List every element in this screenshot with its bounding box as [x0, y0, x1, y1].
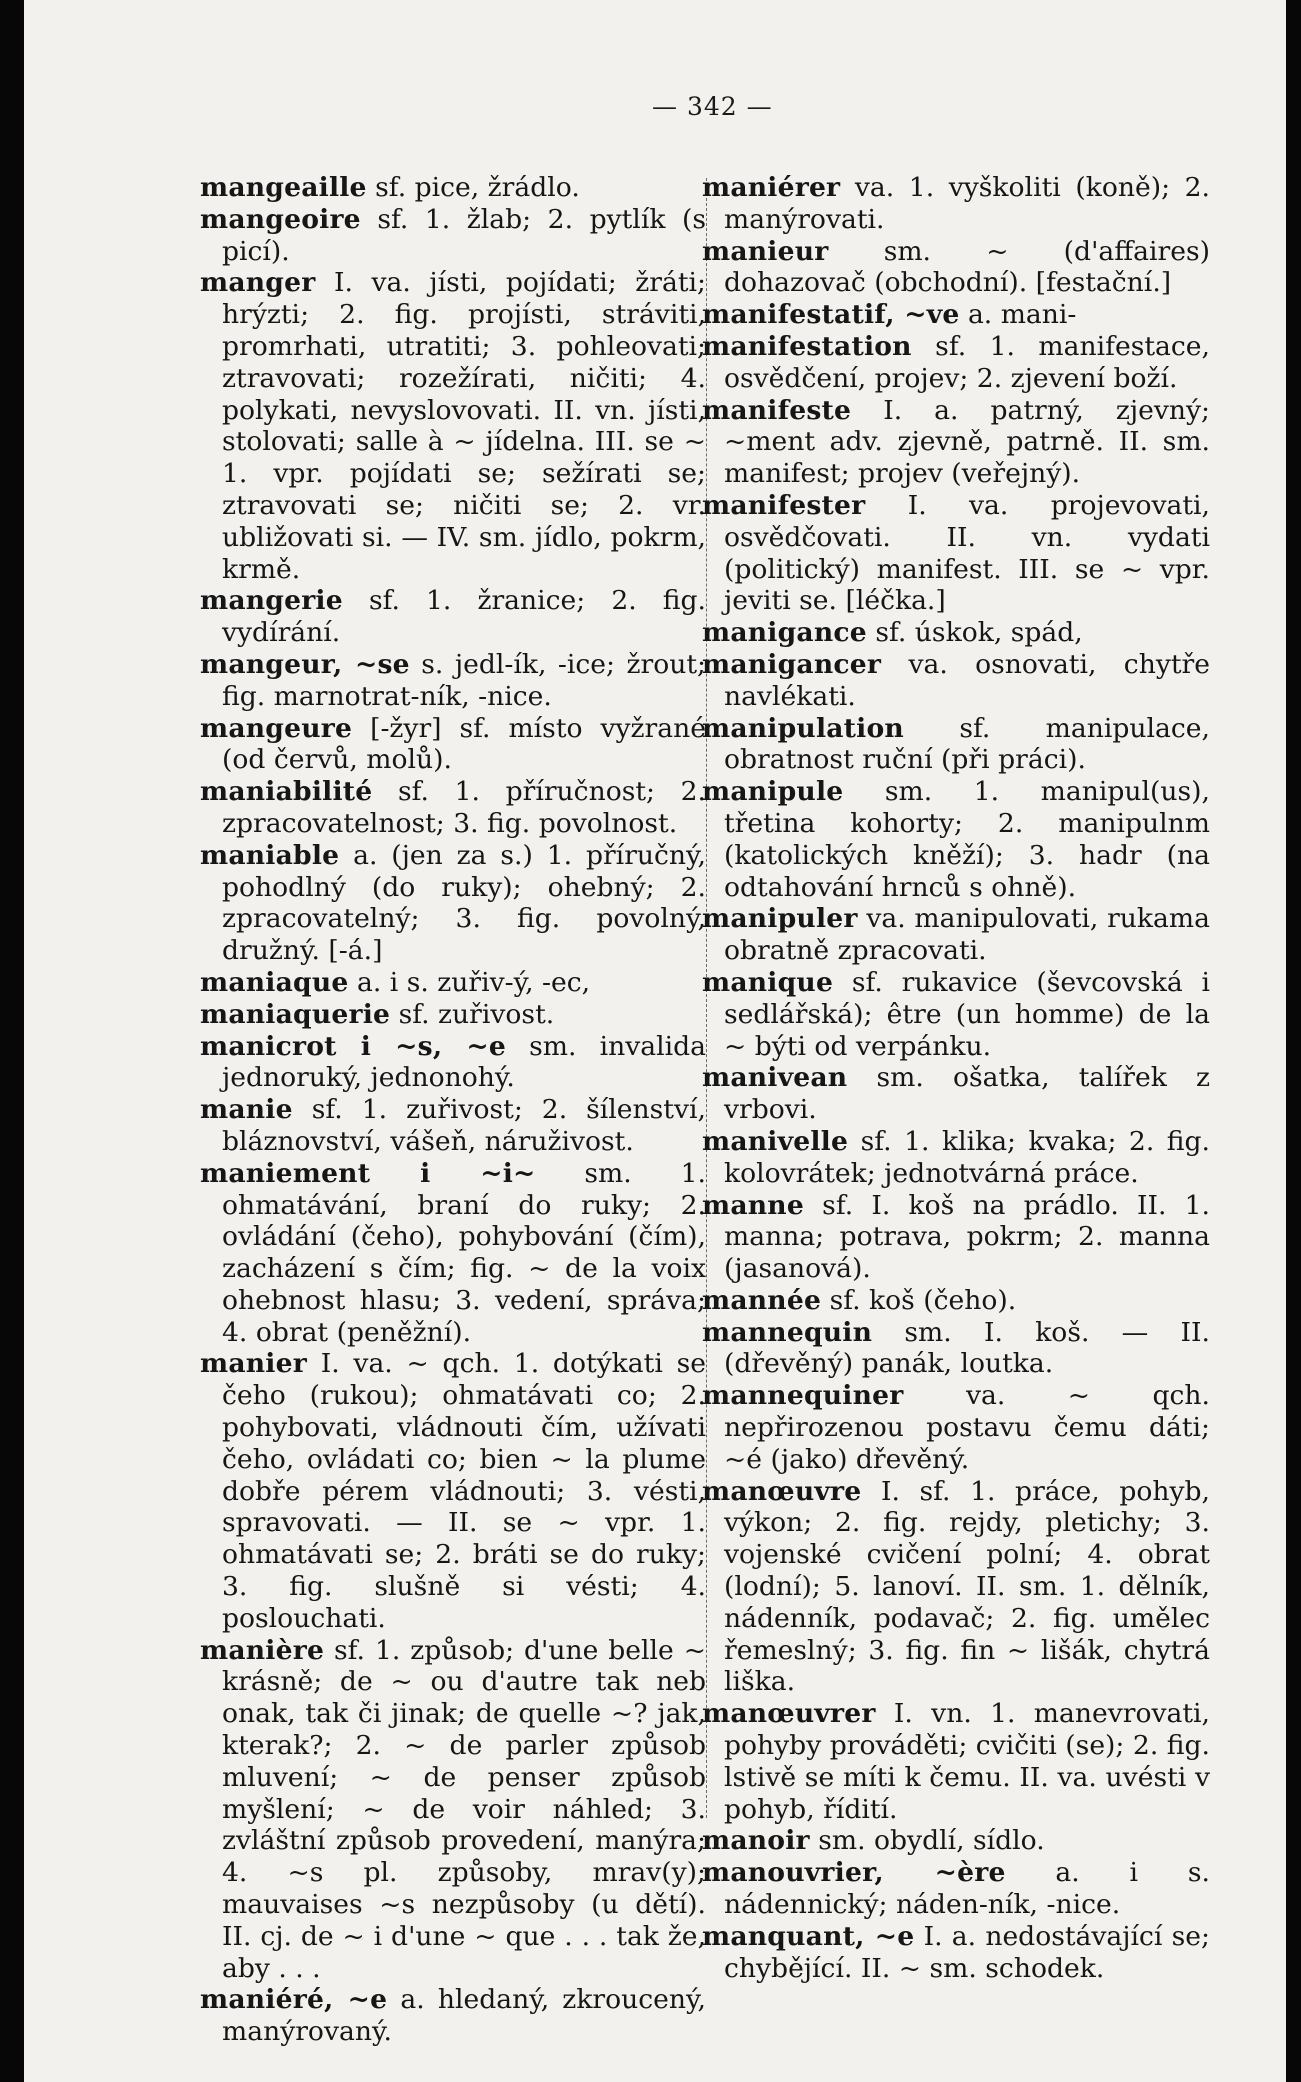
entry-headword: manigance: [702, 617, 867, 649]
dictionary-entry: [200, 1348, 706, 1634]
left-column: [200, 172, 706, 2048]
dictionary-entry: [702, 1380, 1210, 1475]
entry-headword: maniéré, ~e: [200, 1984, 388, 2016]
dictionary-entry: [200, 585, 706, 649]
dictionary-entry: [702, 1126, 1210, 1190]
entry-headword: maniement i ~i~: [200, 1157, 536, 1189]
dictionary-entry: [702, 395, 1210, 490]
dictionary-entry: [702, 299, 1210, 331]
entry-headword: manger: [200, 267, 316, 299]
entry-headword: mannequiner: [702, 1380, 904, 1412]
dictionary-entry: [702, 1698, 1210, 1825]
dictionary-entry: [702, 331, 1210, 395]
entry-definition: va. manipulovati, rukama obratně zpracovati.: [724, 903, 1210, 967]
dictionary-entry: [702, 236, 1210, 300]
entry-definition: s. jedl-ík, -ice; žrout; fig. marnotrat-ník, -nice.: [222, 648, 706, 712]
entry-headword: mangeure: [200, 712, 353, 744]
entry-headword: manifeste: [702, 394, 852, 426]
entry-headword: manivelle: [702, 1125, 849, 1157]
dictionary-entry: [702, 1825, 1210, 1857]
entry-definition: a. hledaný, zkroucený, manýrovaný.: [222, 1984, 706, 2048]
entry-headword: maniaque: [200, 966, 349, 998]
entry-definition: sm. 1. manipul(us), třetina kohorty; 2. manipulnm (katolických kněží); 3. hadr (na odtahování hrnců s ohně).: [724, 776, 1210, 903]
entry-headword: manœuvre: [702, 1475, 862, 1507]
entry-headword: manière: [200, 1634, 325, 1666]
entry-definition: sf. 1. klika; kvaka; 2. fig. kolovrátek; jednotvárná práce.: [724, 1125, 1210, 1189]
entry-headword: manigancer: [702, 648, 882, 680]
entry-headword: maniaquerie: [200, 998, 391, 1030]
dictionary-page: [24, 0, 1286, 2082]
entry-headword: mangeaille: [200, 172, 367, 203]
entry-headword: manieur: [702, 235, 829, 267]
dictionary-entry: [702, 1921, 1210, 1985]
dictionary-entry: [200, 1031, 706, 1095]
dictionary-entry: [200, 172, 706, 204]
entry-definition: sf. 1. manifestace, osvědčení, projev; 2. zjevení boží.: [724, 330, 1210, 394]
entry-headword: manoir: [702, 1825, 810, 1857]
entry-definition: sf. 1. zuřivost; 2. šílenství, bláznovství, vášeň, náruživost.: [222, 1094, 706, 1157]
entry-definition: sf. pice, žrádlo.: [375, 172, 580, 203]
dictionary-entry: [702, 172, 1210, 236]
entry-headword: manivean: [702, 1062, 848, 1094]
dictionary-entry: [702, 490, 1210, 617]
entry-headword: manouvrier, ~ère: [702, 1857, 1006, 1889]
dictionary-entry: [702, 1190, 1210, 1285]
dictionary-entry: [200, 1984, 706, 2048]
entry-headword: manipuler: [702, 903, 858, 935]
entry-headword: manipule: [702, 776, 844, 808]
entry-definition: sf. zuřivost.: [398, 998, 555, 1030]
entry-definition: I. sf. 1. práce, pohyb, výkon; 2. fig. rejdy, pletichy; 3. vojenské cvičení polní; 4. obrat (lodní); 5. lanoví. II. sm. 1. dělník, nádenník, podavač; 2. fig. umělec řemeslný; 3. fig. fin ~ lišák, chytrá liška.: [724, 1475, 1210, 1698]
entry-headword: mangeoire: [200, 203, 361, 235]
dictionary-entry: [200, 1094, 706, 1158]
entry-definition: I. va. jísti, pojídati; žráti; hrýzti; 2. fig. projísti, stráviti, promrhati, utratiti; 3. pohleovati; ztravovati; rozežírati, ničiti; 4. polykati, nevyslovovati. II. vn. jísti, stolovati; salle à ~ jídelna. III. se ~ 1. vpr. pojídati se; sežírati se; ztravovati se; ničiti se; 2. vr. ubližovati si. — IV. sm. jídlo, pokrm, krmě.: [222, 267, 706, 585]
entry-definition: sf. 1. žranice; 2. fig. vydírání.: [222, 585, 706, 649]
entry-headword: manier: [200, 1348, 307, 1380]
entry-definition: sm. 1. ohmatávání, braní do ruky; 2. ovládání (čeho), pohybování (čím), zacházení s čím; fig. ~ de la voix ohebnost hlasu; 3. vedení, správa; 4. obrat (peněžní).: [222, 1157, 706, 1348]
entry-definition: I. a. nedostávající se; chybějící. II. ~ sm. schodek.: [724, 1920, 1210, 1984]
dictionary-entry: [200, 840, 706, 967]
entry-definition: sm. I. koš. — II. (dřevěný) panák, loutka.: [724, 1316, 1210, 1380]
entry-definition: [-žyr] sf. místo vyžrané (od červů, molů).: [222, 712, 706, 776]
dictionary-entry: [200, 267, 706, 585]
dictionary-entry: [200, 649, 706, 713]
dictionary-entry: [702, 1317, 1210, 1381]
entry-definition: sm. obydlí, sídlo.: [818, 1825, 1045, 1857]
entry-definition: a. (jen za s.) 1. příručný, pohodlný (do ruky); ohebný; 2. zpracovatelný; 3. fig. povolný, družný. [-á.]: [222, 839, 706, 967]
entry-headword: manifestation: [702, 330, 912, 362]
entry-definition: a. i s. nádennický; náden-ník, -nice.: [724, 1857, 1210, 1921]
entry-definition: I. a. patrný, zjevný; ~ment adv. zjevně, patrně. II. sm. manifest; projev (veřejný).: [724, 394, 1210, 490]
entry-headword: manique: [702, 966, 834, 998]
entry-headword: manie: [200, 1094, 293, 1126]
dictionary-entry: [702, 713, 1210, 777]
entry-headword: manne: [702, 1189, 804, 1221]
entry-headword: manifestatif, ~ve: [702, 299, 960, 331]
entry-definition: sm. ošatka, talířek z vrbovi.: [724, 1062, 1210, 1126]
entry-definition: I. va. projevovati, osvědčovati. II. vn. vydati (politický) manifest. III. se ~ vpr. jeviti se. [léčka.]: [724, 489, 1210, 617]
dictionary-entry: [702, 903, 1210, 967]
dictionary-entry: [702, 649, 1210, 713]
entry-headword: manipulation: [702, 712, 904, 744]
entry-definition: sf. I. koš na prádlo. II. 1. manna; potrava, pokrm; 2. manna (jasanová).: [724, 1189, 1210, 1285]
entry-headword: mangerie: [200, 585, 343, 617]
dictionary-entry: [702, 617, 1210, 649]
entry-headword: manœuvrer: [702, 1698, 876, 1730]
dictionary-entry: [702, 1062, 1210, 1126]
entry-definition: a. mani-: [967, 299, 1077, 331]
entry-definition: sm. invalida jednoruký, jednonohý.: [222, 1030, 706, 1094]
entry-headword: maniérer: [702, 172, 841, 203]
entry-definition: sf. 1. způsob; d'une belle ~ krásně; de ~ ou d'autre tak neb onak, tak či jinak; de quelle ~? jak, kterak?; 2. ~ de parler způsob mluvení; ~ de penser způsob myšlení; ~ de voir náhled; 3. zvláštní způsob provedení, manýra; 4. ~s pl. způsoby, mrav(y); mauvaises ~s nezpůsoby (u dětí). II. cj. de ~ i d'une ~ que . . . tak že, aby . . .: [222, 1634, 706, 1984]
entry-definition: I. vn. 1. manevrovati, pohyby prováděti; cvičiti (se); 2. fig. lstivě se míti k čemu. II. va. uvésti v pohyb, řídití.: [724, 1698, 1210, 1825]
entry-definition: sf. manipulace, obratnost ruční (při práci).: [724, 712, 1210, 776]
entry-definition: va. osnovati, chytře navlékati.: [724, 648, 1210, 712]
dictionary-entry: [200, 1635, 706, 1985]
dictionary-entry: [200, 776, 706, 840]
entry-headword: mannée: [702, 1284, 822, 1316]
entry-definition: sf. rukavice (ševcovská i sedlářská); être (un homme) de la ~ býti od verpánku.: [724, 966, 1210, 1062]
entry-definition: sf. 1. žlab; 2. pytlík (s picí).: [222, 203, 706, 267]
entry-definition: sf. 1. příručnost; 2. zpracovatelnost; 3. fig. povolnost.: [222, 776, 706, 839]
dictionary-entry: [200, 967, 706, 999]
dictionary-entry: [200, 999, 706, 1031]
entry-headword: manicrot i ~s, ~e: [200, 1030, 507, 1062]
right-column: [702, 172, 1210, 1984]
entry-definition: va. 1. vyškoliti (koně); 2. manýrovati.: [724, 172, 1210, 235]
entry-definition: a. i s. zuřiv-ý, -ec,: [356, 966, 591, 998]
entry-definition: I. va. ~ qch. 1. dotýkati se čeho (rukou); ohmatávati co; 2. pohybovati, vládnouti čím, užívati čeho, ovládati co; bien ~ la plume dobře pérem vládnouti; 3. vésti, spravovati. — II. se ~ vpr. 1. ohmatávati se; 2. bráti se do ruky; 3. fig. slušně si vésti; 4. poslouchati.: [222, 1348, 706, 1634]
entry-definition: va. ~ qch. nepřirozenou postavu čemu dáti; ~é (jako) dřevěný.: [724, 1380, 1210, 1475]
dictionary-entry: [702, 1476, 1210, 1699]
entry-headword: maniabilité: [200, 776, 373, 808]
dictionary-entry: [702, 1285, 1210, 1317]
entry-headword: maniable: [200, 839, 340, 871]
entry-definition: sf. úskok, spád,: [875, 617, 1083, 649]
entry-definition: sm. ~ (d'affaires) dohazovač (obchodní). [festační.]: [724, 235, 1210, 299]
page-number: — 342 —: [652, 92, 773, 121]
dictionary-entry: [200, 713, 706, 777]
dictionary-entry: [200, 204, 706, 268]
entry-headword: mangeur, ~se: [200, 648, 410, 680]
dictionary-entry: [702, 967, 1210, 1062]
dictionary-entry: [702, 1857, 1210, 1921]
entry-headword: mannequin: [702, 1316, 873, 1348]
entry-definition: sf. koš (čeho).: [829, 1284, 1017, 1316]
entry-headword: manquant, ~e: [702, 1920, 915, 1952]
dictionary-entry: [200, 1158, 706, 1349]
dictionary-entry: [702, 776, 1210, 903]
entry-headword: manifester: [702, 489, 866, 521]
